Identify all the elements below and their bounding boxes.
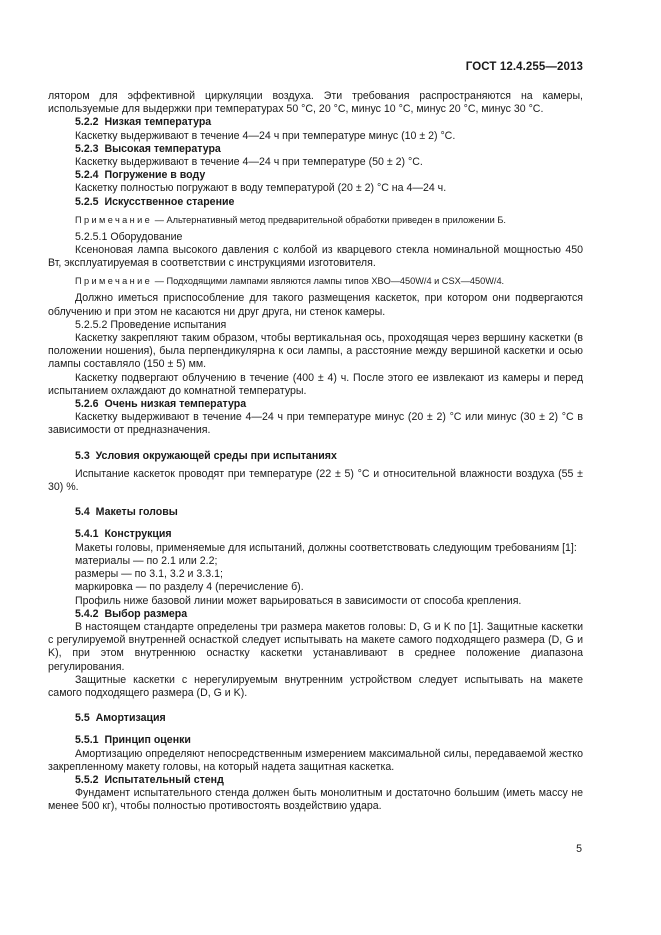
section-5-2-5-1-fixture-text: Должно иметься приспособление для такого размещения каскеток, при котором они подвергаются облучению и при этом не касаются ни друг друга, ни стенок камеры.: [48, 292, 583, 318]
section-5-3-text: Испытание каскеток проводят при температуре (22 ± 5) °С и относительной влажности воздуха (55 ± 30) %.: [48, 467, 583, 494]
page-number: 5: [576, 843, 582, 855]
section-5-2-4-text: Каскетку полностью погружают в воду температурой (20 ± 2) °С на 4—24 ч.: [75, 182, 447, 195]
note-alternative-method: Примечание — Альтернативный метод предварительной обработки приведен в приложении Б.: [75, 214, 506, 225]
section-5-4-1-heading: 5.4.1 Конструкция: [75, 528, 172, 541]
section-5-4-1-profile-text: Профиль ниже базовой линии может варьироваться в зависимости от способа крепления.: [75, 594, 522, 607]
list-item: маркировка — по разделу 4 (перечисление б).: [75, 581, 304, 594]
section-5-4-heading: 5.4 Макеты головы: [75, 506, 178, 519]
section-5-2-5-2-mounting-text: Каскетку закрепляют таким образом, чтобы вертикальная ось, проходящая через вершину каскетки (в положении ношения), была перпендикулярна к оси лампы, а расстояние между вершиной каскетки и осью лампы составляло (150 ± 5) мм.: [48, 332, 583, 371]
list-item: материалы — по 2.1 или 2.2;: [75, 554, 218, 567]
section-5-2-5-2-irradiation-text: Каскетку подвергают облучению в течение (400 ± 4) ч. После этого ее извлекают из камеры и перед испытанием охлаждают до комнатной температуры.: [48, 371, 583, 397]
section-5-2-4-heading: 5.2.4 Погружение в воду: [75, 169, 206, 182]
note-suitable-lamps: Примечание — Подходящими лампами являются лампы типов XBO—450W/4 и CSX—450W/4.: [75, 276, 505, 287]
section-5-4-2-fixed-text: Защитные каскетки с нерегулируемым внутренним устройством следует испытывать на макете самого подходящего размера (D, G и K).: [48, 673, 583, 699]
intro-paragraph: лятором для эффективной циркуляции воздуха. Эти требования распространяются на камеры, используемые для выдержки при температурах 50 °С, 20 °С, минус 10 °С, минус 20 °С, минус 30 °С.: [48, 90, 583, 116]
section-5-5-2-text: Фундамент испытательного стенда должен быть монолитным и достаточно большим (иметь массу не менее 500 кг), чтобы полностью противостоять воздействию удара.: [48, 787, 583, 813]
section-5-2-5-1-heading: 5.2.5.1 Оборудование: [75, 230, 183, 243]
section-5-2-6-text: Каскетку выдерживают в течение 4—24 ч при температуре минус (20 ± 2) °С или минус (30 ± 2) °С в зависимости от предназначения.: [48, 411, 583, 437]
document-body: [48, 90, 583, 814]
section-5-2-6-heading: 5.2.6 Очень низкая температура: [75, 398, 247, 411]
section-5-5-1-heading: 5.5.1 Принцип оценки: [75, 734, 191, 747]
section-5-2-2-heading: 5.2.2 Низкая температура: [75, 116, 212, 129]
section-5-2-5-2-heading: 5.2.5.2 Проведение испытания: [75, 318, 227, 331]
section-5-5-1-text: Амортизацию определяют непосредственным измерением максимальной силы, передаваемой жестко закрепленному макету головы, на который надета защитная каскетка.: [48, 747, 583, 773]
section-5-4-2-adjustable-text: В настоящем стандарте определены три размера макетов головы: D, G и K по [1]. Защитные каскетки с регулируемой внутренней оснасткой следует испытывать на макете самого подходящего размера (D, G и K), при этом внутреннюю оснастку каскетки устанавливают в среднее положение диапазона регулирования.: [48, 620, 583, 673]
section-5-4-1-text: Макеты головы, применяемые для испытаний, должны соответствовать следующим требованиям [1]:: [75, 541, 577, 554]
section-5-5-heading: 5.5 Амортизация: [75, 712, 166, 725]
section-5-2-2-text: Каскетку выдерживают в течение 4—24 ч при температуре минус (10 ± 2) °С.: [75, 129, 456, 142]
section-5-4-2-heading: 5.4.2 Выбор размера: [75, 607, 188, 620]
section-5-2-3-heading: 5.2.3 Высокая температура: [75, 142, 221, 155]
section-5-3-heading: 5.3 Условия окружающей среды при испытаниях: [75, 449, 337, 462]
section-5-2-5-heading: 5.2.5 Искусственное старение: [75, 195, 235, 208]
section-5-5-2-heading: 5.5.2 Испытательный стенд: [75, 773, 224, 786]
section-5-2-3-text: Каскетку выдерживают в течение 4—24 ч при температуре (50 ± 2) °С.: [75, 156, 423, 169]
section-5-2-5-1-text: Ксеноновая лампа высокого давления с колбой из кварцевого стекла номинальной мощностью 450 Вт, эксплуатируемая в соответствии с инструкциями изготовителя.: [48, 244, 583, 270]
document-id-header: ГОСТ 12.4.255—2013: [465, 61, 583, 73]
list-item: размеры — по 3.1, 3.2 и 3.3.1;: [75, 568, 223, 581]
